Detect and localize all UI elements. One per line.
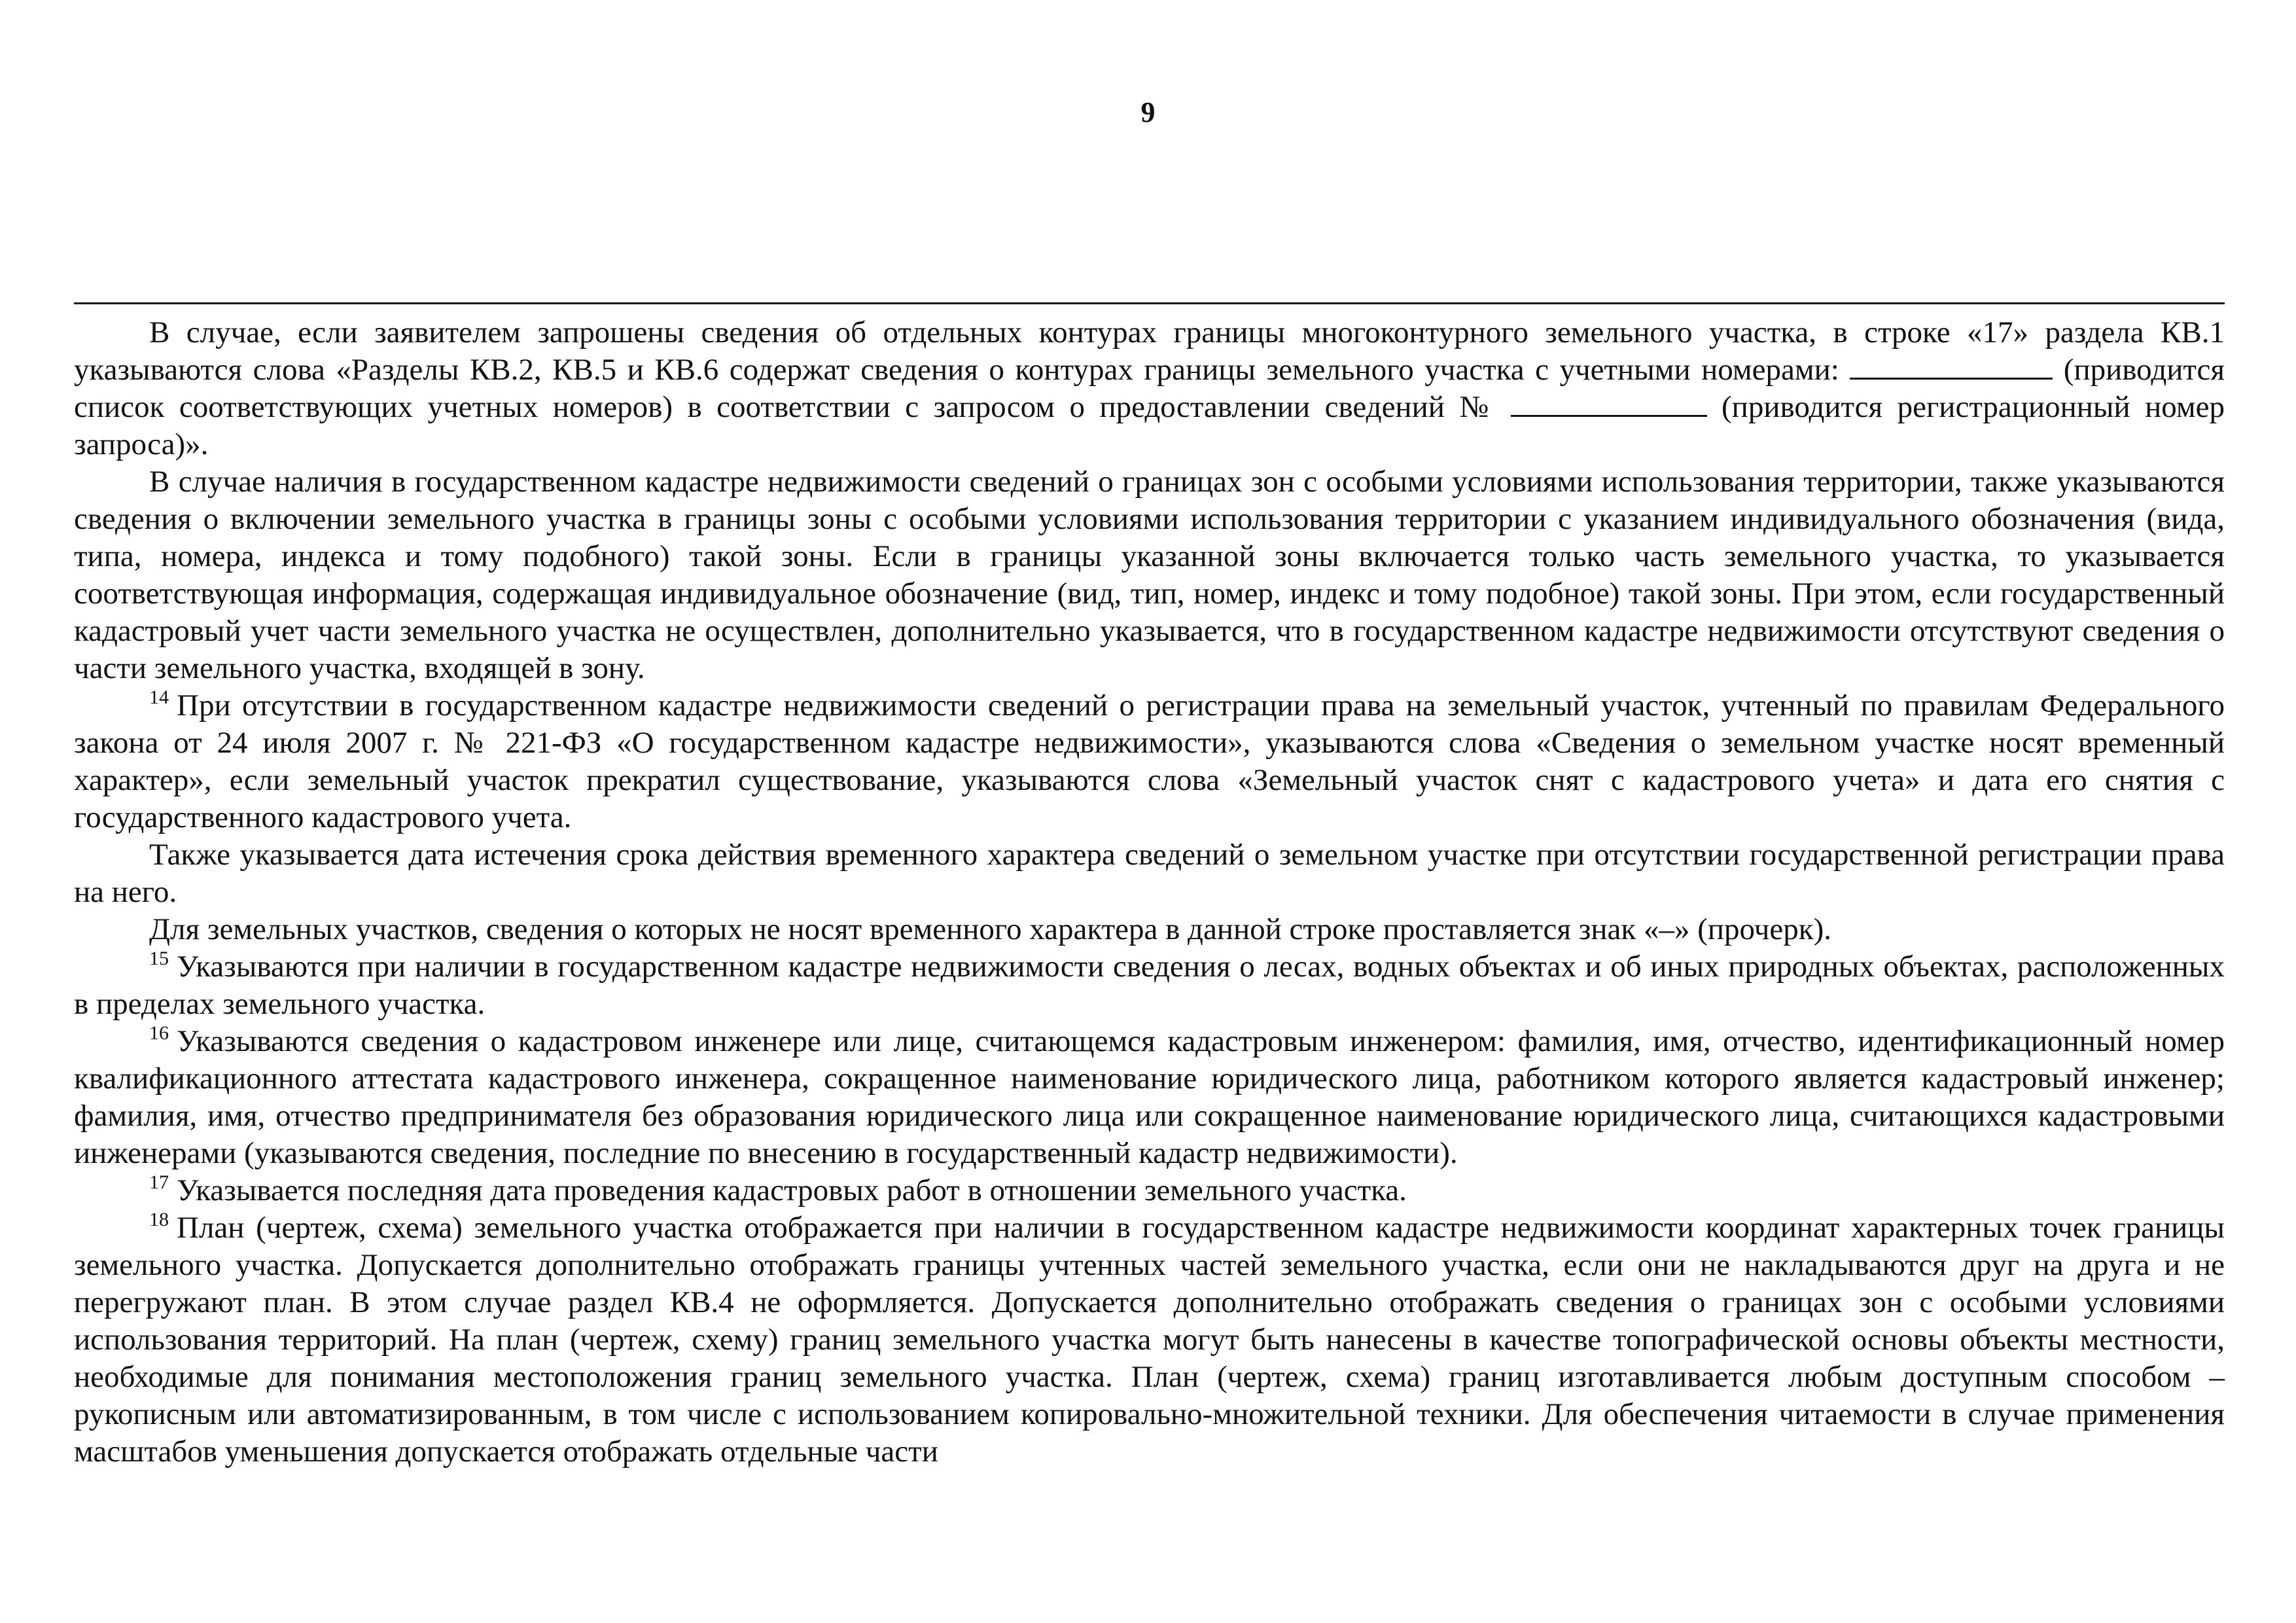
footnote-text: При отсутствии в государственном кадастре недвижимости сведений о регистрации права на земельный участок, учтенный по правилам Федерального закона от 24 июля 2007 г. № 221-ФЗ «О государственном кадастре недвижимости», указываются слова «Сведения о земельном участке носят временный характер», если земельный участок прекратил существование, указываются слова «Земельный участок снят с кадастрового учета» и дата его снятия с государственного кадастрового учета. — [74, 688, 2225, 834]
blank-line — [1511, 389, 1707, 417]
paragraph-text: В случае, если заявителем запрошены сведения об отдельных контурах границы многоконтурного земельного участка, в строке «17» раздела КВ.1 указываются слова «Разделы КВ.2, КВ.5 и КВ.6 содержат сведения о контурах границы земельного участка с учетными номерами: — [74, 315, 2225, 387]
paragraph-dash — [74, 911, 2225, 948]
footnote-17 — [74, 1172, 2225, 1209]
paragraph-text: (приводится список соответствующих учетных номеров) в соответствии с запросом о предоставлении сведений № — [74, 353, 2225, 424]
paragraph-text: Также указывается дата истечения срока действия временного характера сведений о земельном участке при отсутствии государственной регистрации права на него. — [74, 838, 2225, 909]
footnote-15 — [74, 948, 2225, 1023]
footnote-14 — [74, 687, 2225, 836]
footnote-16 — [74, 1023, 2225, 1172]
paragraph-text: В случае наличия в государственном кадастре недвижимости сведений о границах зон с особыми условиями использования территории, также указываются сведения о включении земельного участка в границы зоны с особыми условиями использования территории с указанием индивидуального обозначения (вида, типа, номера, индекса и тому подобного) такой зоны. Если в границы указанной зоны включается только часть земельного участка, то указывается соответствующая информация, содержащая индивидуальное обозначение (вид, тип, номер, индекс и тому подобное) такой зоны. При этом, если государственный кадастровый учет части земельного участка не осуществлен, дополнительно указывается, что в государственном кадастре недвижимости отсутствуют сведения о части земельного участка, входящей в зону. — [74, 465, 2225, 685]
footnote-text: План (чертеж, схема) земельного участка отображается при наличии в государственном кадастре недвижимости координат характерных точек границы земельного участка. Допускается дополнительно отображать границы учтенных частей земельного участка, если они не накладываются друг на друга и не перегружают план. В этом случае раздел КВ.4 не оформляется. Допускается дополнительно отображать сведения о границах зон с особыми условиями использования территорий. На план (чертеж, схему) границ земельного участка могут быть нанесены в качестве топографической основы объекты местности, необходимые для понимания местоположения границ земельного участка. План (чертеж, схема) границ изготавливается любым доступным способом – рукописным или автоматизированным, в том числе с использованием копировально-множительной техники. Для обеспечения читаемости в случае применения масштабов уменьшения допускается отображать отдельные части — [74, 1211, 2225, 1469]
blank-line — [1850, 351, 2053, 380]
footnote-marker: 18 — [149, 1209, 169, 1230]
footnote-text: Указывается последняя дата проведения кадастровых работ в отношении земельного участка. — [177, 1173, 1407, 1207]
paragraph-contours — [74, 314, 2225, 463]
footnote-text: Указываются при наличии в государственном кадастре недвижимости сведения о лесах, водных объектах и об иных природных объектах, расположенных в пределах земельного участка. — [74, 950, 2225, 1021]
footnote-marker: 15 — [149, 948, 169, 969]
footnote-18 — [74, 1209, 2225, 1471]
footnote-marker: 16 — [149, 1022, 169, 1044]
paragraph-text: Для земельных участков, сведения о которых не носят временного характера в данной строке проставляется знак «–» (прочерк). — [149, 912, 1832, 946]
paragraph-zones — [74, 463, 2225, 687]
paragraph-text: (приводится регистрационный номер запроса)». — [74, 390, 2225, 461]
document-body — [74, 314, 2225, 1471]
paragraph-expiry — [74, 836, 2225, 911]
footnote-text: Указываются сведения о кадастровом инженере или лице, считающемся кадастровым инженером: фамилия, имя, отчество, идентификационный номер квалификационного аттестата кадастрового инженера, сокращенное наименование юридического лица, работником которого является кадастровый инженер; фамилия, имя, отчество предпринимателя без образования юридического лица или сокращенное наименование юридического лица, считающихся кадастровыми инженерами (указываются сведения, последние по внесению в государственный кадастр недвижимости). — [74, 1024, 2225, 1170]
footnote-marker: 17 — [149, 1171, 169, 1193]
footnote-separator — [74, 302, 2225, 304]
page-number: 9 — [1140, 96, 1156, 128]
footnote-marker: 14 — [149, 687, 169, 708]
